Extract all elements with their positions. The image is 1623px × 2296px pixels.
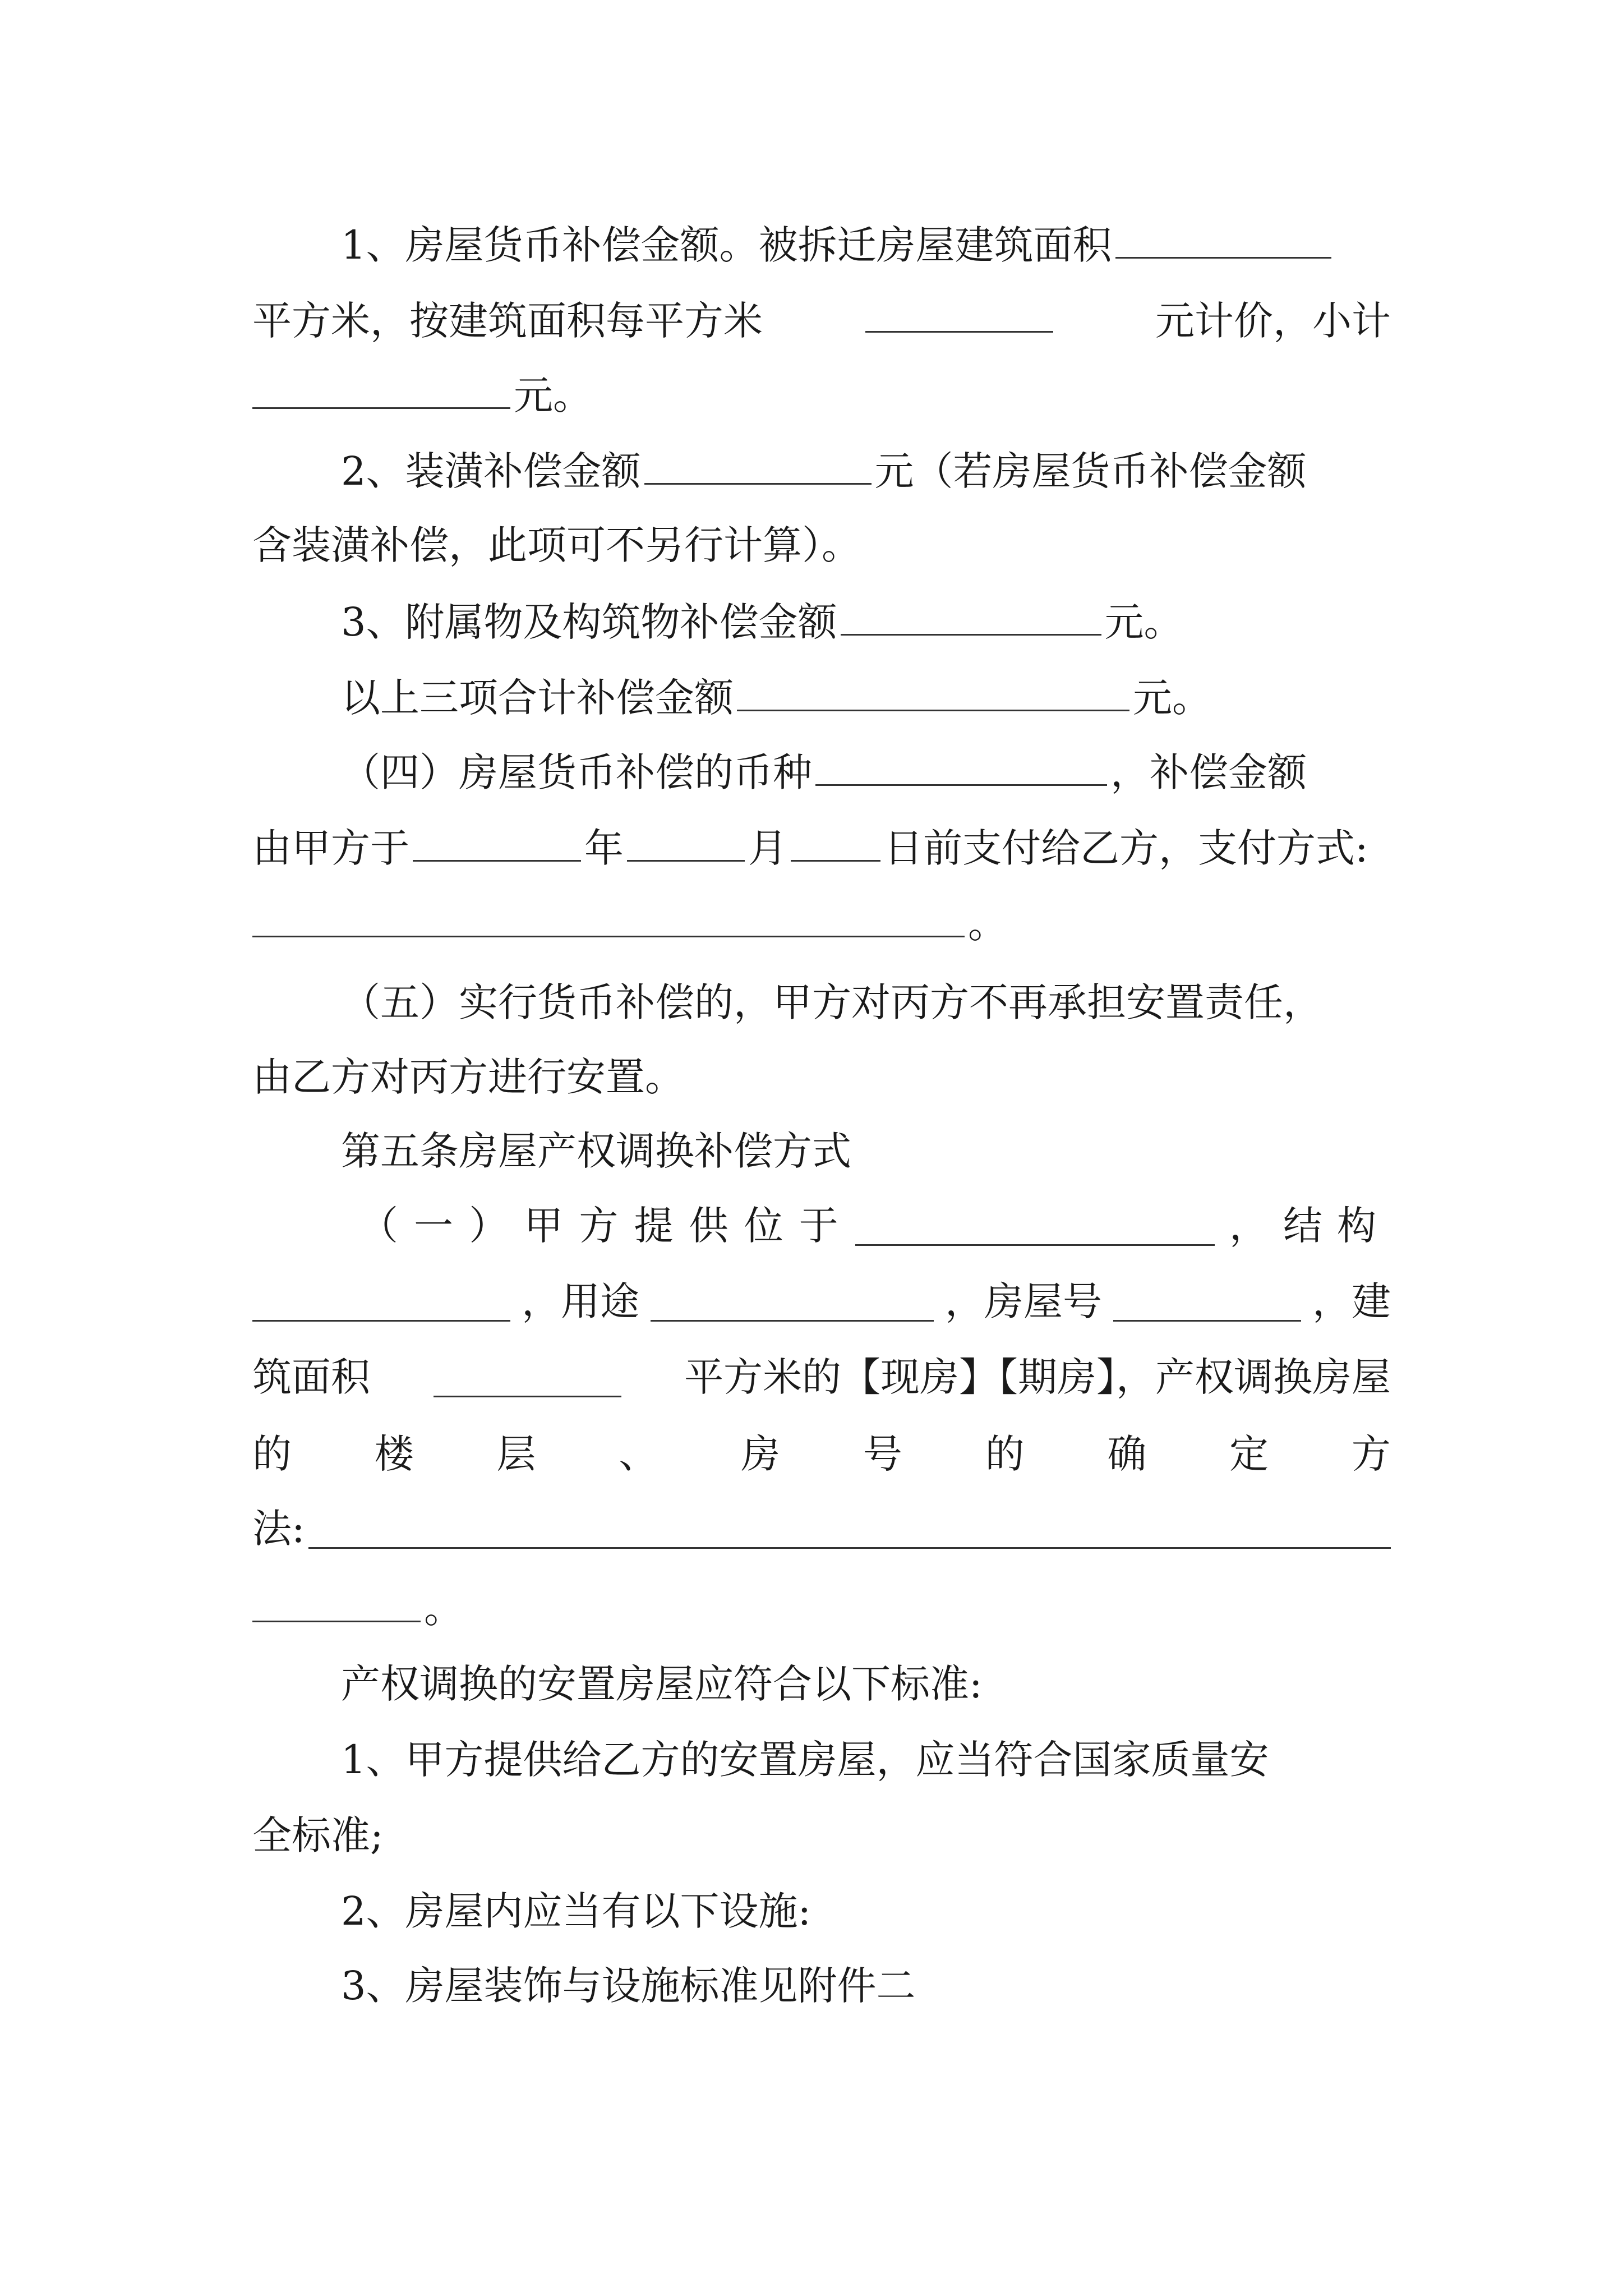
fill-blank [413, 822, 581, 862]
fill-blank [252, 1582, 421, 1622]
section-heading: 第五条房屋产权调换补偿方式 [341, 1128, 851, 1174]
text-run: 日前支付给乙方，支付方式: [884, 825, 1368, 871]
paragraph-line [341, 670, 1391, 726]
fill-blank [252, 1282, 510, 1322]
fill-blank [841, 596, 1101, 636]
text-run: ，用途 [522, 1278, 639, 1324]
paragraph-line [341, 217, 1391, 273]
text-run: 元。 [1104, 599, 1183, 645]
paragraph-line [252, 1273, 1391, 1329]
char: ） [469, 1203, 509, 1249]
char: 的 [252, 1431, 292, 1477]
paragraph-line [252, 1501, 1391, 1557]
char: 房 [741, 1431, 781, 1477]
text-run: 元。 [514, 372, 592, 418]
text-run: 元。 [1133, 675, 1211, 721]
paragraph-line: 含装潢补偿，此项可不另行计算）。 [252, 522, 861, 568]
char: 提 [634, 1203, 674, 1249]
paragraph-line [252, 820, 1391, 876]
char: 位 [744, 1203, 783, 1249]
paragraph-line [359, 1198, 1391, 1254]
text-run: 1、房屋货币补偿金额。被拆迁房屋建筑面积 [341, 222, 1112, 268]
text-run: 3、附属物及构筑物补偿金额 [341, 599, 837, 645]
paragraph-line [341, 443, 1391, 499]
paragraph-line: （五）实行货币补偿的，甲方对丙方不再承担安置责任， [341, 979, 1322, 1025]
char: 确 [1107, 1431, 1147, 1477]
paragraph-line: 产权调换的安置房屋应符合以下标准: [341, 1661, 983, 1707]
text-run: 平方米，按建筑面积每平方米 [252, 298, 763, 344]
text-run: 。 [424, 1586, 463, 1632]
paragraph-line: 由乙方对丙方进行安置。 [252, 1054, 684, 1100]
fill-blank [308, 1509, 1391, 1549]
text-run: 月 [748, 825, 787, 871]
char: 于 [799, 1203, 838, 1249]
char: （ [359, 1203, 398, 1249]
text-run: （四）房屋货币补偿的币种 [341, 749, 812, 795]
char: 、 [619, 1431, 658, 1477]
text-run: 年 [584, 825, 624, 871]
char: 层 [496, 1431, 536, 1477]
fill-blank [252, 369, 510, 409]
text-run: ，房屋号 [945, 1278, 1102, 1324]
paragraph-line [252, 367, 1391, 424]
char: 方 [579, 1203, 619, 1249]
fill-blank [855, 1206, 1215, 1246]
paragraph-line [252, 293, 1391, 349]
paragraph-line: 1、甲方提供给乙方的安置房屋，应当符合国家质量安 [341, 1737, 1269, 1783]
paragraph-line [341, 744, 1391, 800]
char: 方 [1351, 1431, 1391, 1477]
fill-blank [651, 1282, 934, 1322]
char: 供 [689, 1203, 728, 1249]
text-run: 法: [252, 1506, 305, 1552]
paragraph-line [252, 896, 1391, 952]
fill-blank [1115, 219, 1331, 259]
fill-blank [434, 1358, 621, 1397]
fill-blank [627, 822, 745, 862]
text-run: ，结构 [1229, 1203, 1391, 1249]
fill-blank [252, 898, 965, 937]
text-run: 筑面积 [252, 1354, 370, 1400]
paragraph-line: 2、房屋内应当有以下设施: [341, 1888, 811, 1934]
paragraph-line: 3、房屋装饰与设施标准见附件二 [341, 1963, 916, 2009]
fill-blank [644, 445, 872, 485]
char: 一 [414, 1203, 454, 1249]
char: 号 [863, 1431, 902, 1477]
text-run: ，补偿金额 [1110, 749, 1307, 795]
fill-blank [791, 822, 880, 862]
text-run: 元计价，小计 [1155, 298, 1391, 344]
spaced-text [359, 1198, 838, 1254]
fill-blank [1113, 1282, 1301, 1322]
text-run: 平方米的【现房】【期房】，产权调换房屋 [684, 1354, 1391, 1400]
text-run: 由甲方于 [252, 825, 409, 871]
char: 楼 [374, 1431, 414, 1477]
fill-blank [865, 293, 1053, 333]
char: 的 [985, 1431, 1025, 1477]
text-run: 元（若房屋货币补偿金额 [874, 448, 1307, 494]
paragraph-line [252, 1349, 1391, 1405]
fill-blank [815, 746, 1107, 786]
spaced-line [252, 1426, 1391, 1482]
text-run: 2、装潢补偿金额 [341, 448, 641, 494]
text-run: 。 [968, 901, 1007, 947]
text-run: ，建 [1312, 1278, 1391, 1324]
paragraph-line [341, 594, 1391, 650]
char: 定 [1229, 1431, 1269, 1477]
paragraph-line [252, 1581, 1391, 1637]
char: 甲 [524, 1203, 564, 1249]
paragraph-line: 全标准; [252, 1812, 384, 1858]
fill-blank [737, 671, 1129, 711]
text-run: 以上三项合计补偿金额 [341, 675, 734, 721]
